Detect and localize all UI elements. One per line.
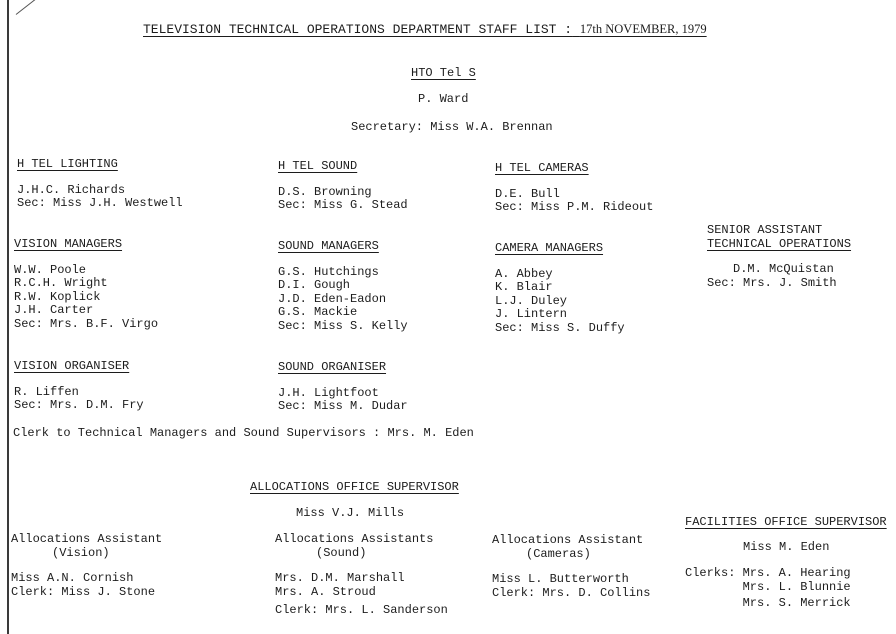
pen-mark [16, 0, 39, 15]
vision-managers-line: J.H. Carter [14, 303, 94, 317]
sound-managers-line: J.D. Eden-Eadon [278, 291, 387, 306]
lighting-line: J.H.C. Richards [17, 182, 126, 197]
cameras-line: D.E. Bull [495, 186, 560, 201]
allocations-name: Miss V.J. Mills [296, 506, 405, 520]
alloc-sound-line: Mrs. A. Stroud [275, 584, 376, 599]
vision-managers-line: R.W. Koplick [14, 289, 101, 304]
camera-managers-line: Sec: Miss S. Duffy [495, 320, 625, 335]
alloc-vision-section [11, 533, 162, 599]
facilities-heading: FACILITIES OFFICE SUPERVISOR [685, 515, 887, 529]
sound-organiser-line: Sec: Miss M. Dudar [278, 399, 408, 413]
sound-managers-line: Sec: Miss S. Kelly [278, 318, 408, 333]
page-edge [7, 0, 9, 634]
camera-managers-section [495, 242, 625, 335]
alloc-vision-heading: Allocations Assistant [11, 532, 163, 546]
head-heading: HTO Tel S [411, 66, 476, 80]
cameras-heading: H TEL CAMERAS [495, 161, 589, 175]
sound-managers-heading: SOUND MANAGERS [278, 239, 379, 253]
vision-organiser-section [14, 360, 144, 413]
head-name: P. Ward [418, 92, 469, 106]
sound-managers-line: G.S. Mackie [278, 305, 358, 319]
sound-organiser-heading: SOUND ORGANISER [278, 360, 387, 374]
sound-managers-line: D.I. Gough [278, 278, 351, 292]
senior-assistant-heading: SENIOR ASSISTANT [707, 223, 823, 237]
sound-line: D.S. Browning [278, 184, 372, 199]
camera-managers-line: J. Lintern [495, 307, 568, 321]
head-secretary: Secretary: Miss W.A. Brennan [351, 120, 553, 134]
vision-organiser-line: Sec: Mrs. D.M. Fry [14, 398, 144, 412]
facilities-line: Mrs. L. Blunnie [685, 579, 851, 594]
alloc-cameras-section [492, 534, 650, 600]
sound-managers-section [278, 240, 408, 333]
alloc-sound-section [275, 533, 448, 618]
vision-managers-line: Sec: Mrs. B.F. Virgo [14, 316, 159, 331]
vision-organiser-heading: VISION ORGANISER [14, 359, 130, 373]
alloc-cameras-heading: Allocations Assistant [492, 533, 644, 547]
sound-line: Sec: Miss G. Stead [278, 198, 408, 212]
camera-managers-line: A. Abbey [495, 266, 553, 281]
alloc-cameras-line: Clerk: Mrs. D. Collins [492, 585, 651, 600]
camera-managers-line: L.J. Duley [495, 293, 568, 308]
document-title [143, 23, 707, 37]
vision-managers-section [14, 238, 158, 331]
title-text: TELEVISION TECHNICAL OPERATIONS DEPARTMENT STAFF LIST : [143, 22, 573, 37]
vision-managers-line: R.C.H. Wright [14, 276, 108, 290]
alloc-cameras-line: Miss L. Butterworth [492, 572, 629, 586]
alloc-vision-line: Miss A.N. Cornish [11, 571, 134, 585]
cameras-line: Sec: Miss P.M. Rideout [495, 200, 654, 214]
facilities-line: Clerks: Mrs. A. Hearing [685, 566, 851, 580]
cameras-section [495, 162, 653, 215]
alloc-sound-clerk: Clerk: Mrs. L. Sanderson [275, 603, 448, 617]
camera-managers-heading: CAMERA MANAGERS [495, 241, 604, 255]
facilities-line: Mrs. S. Merrick [685, 596, 851, 610]
sound-heading: H TEL SOUND [278, 159, 358, 173]
title-date: 17th NOVEMBER, 1979 [579, 22, 707, 36]
senior-assistant-section [707, 224, 851, 290]
alloc-sound-line: Mrs. D.M. Marshall [275, 571, 405, 585]
alloc-sound-heading: Allocations Assistants [275, 532, 434, 546]
alloc-vision-line: Clerk: Miss J. Stone [11, 584, 156, 599]
camera-managers-line: K. Blair [495, 280, 553, 294]
sound-section [278, 160, 408, 213]
lighting-heading: H TEL LIGHTING [17, 157, 118, 171]
vision-managers-line: W.W. Poole [14, 262, 87, 277]
facilities-section [685, 516, 887, 611]
alloc-sound-subheading: (Sound) [316, 545, 367, 560]
sound-organiser-line: J.H. Lightfoot [278, 385, 379, 400]
facilities-name: Miss M. Eden [743, 539, 830, 554]
lighting-line: Sec: Miss J.H. Westwell [17, 196, 183, 210]
vision-organiser-line: R. Liffen [14, 384, 79, 399]
sound-managers-line: G.S. Hutchings [278, 264, 379, 279]
sound-organiser-section [278, 361, 408, 414]
lighting-section [17, 158, 183, 211]
allocations-heading: ALLOCATIONS OFFICE SUPERVISOR [250, 480, 459, 494]
senior-assistant-line: D.M. McQuistan [733, 262, 834, 276]
alloc-cameras-subheading: (Cameras) [526, 546, 591, 561]
vision-managers-heading: VISION MANAGERS [14, 237, 123, 251]
senior-assistant-line: Sec: Mrs. J. Smith [707, 275, 837, 290]
alloc-vision-subheading: (Vision) [52, 545, 110, 560]
clerk-line: Clerk to Technical Managers and Sound Supervisors : Mrs. M. Eden [13, 426, 474, 440]
senior-assistant-heading: TECHNICAL OPERATIONS [707, 236, 852, 251]
